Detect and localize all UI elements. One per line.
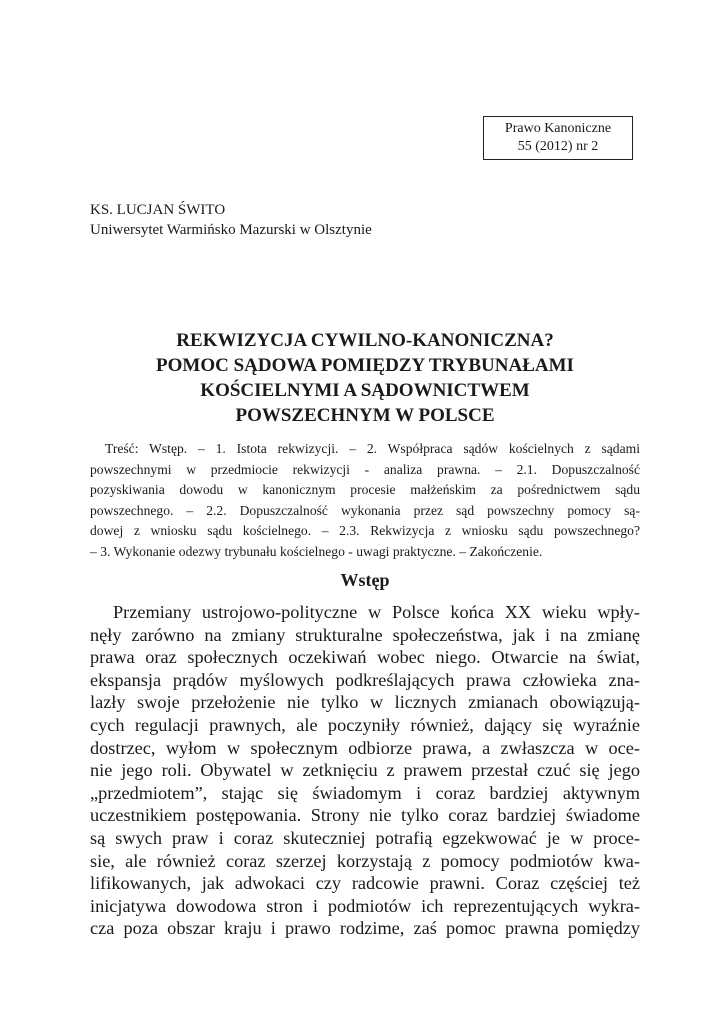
body-line: inicjatywa dowodowa stron i podmiotów ich reprezentujących wykra-	[90, 895, 640, 916]
author-affiliation: Uniwersytet Warmińsko Mazurski w Olsztynie	[90, 222, 372, 238]
contents-line: – 3. Wykonanie odezwy trybunału kościelnego - uwagi praktyczne. – Zakończenie.	[90, 543, 543, 559]
table-of-contents	[90, 439, 640, 563]
contents-line: dowej z wniosku sądu kościelnego. – 2.3. Rekwizycja z wniosku sądu powszechnego?	[90, 523, 640, 539]
contents-line: pozyskiwania dowodu w kanonicznym procesie małżeńskim za pośrednictwem sądu	[90, 482, 640, 498]
journal-name: Prawo Kanoniczne	[504, 121, 612, 136]
author-name: KS. LUCJAN ŚWITO	[90, 202, 226, 218]
body-line: dostrzec, wyłom w społecznym odbiorze prawa, a zwłaszcza w oce-	[90, 737, 640, 758]
journal-info-box	[483, 116, 633, 160]
body-line: prawa oraz społecznych oczekiwań wobec niego. Otwarcie na świat,	[90, 647, 640, 668]
body-line: cych regulacji prawnych, ale poczyniły również, dający się wyraźnie	[90, 714, 640, 735]
body-line: „przedmiotem”, stając się świadomym i coraz bardziej aktywnym	[90, 782, 640, 803]
body-line: są swych praw i coraz skuteczniej potrafią egzekwować je w proce-	[90, 827, 640, 848]
body-line: lifikowanych, jak adwokaci czy radcowie prawni. Coraz częściej też	[90, 873, 640, 894]
body-line: uczestnikiem postępowania. Strony nie tylko coraz bardziej świadome	[90, 805, 640, 826]
section-heading: Wstęp	[340, 570, 390, 590]
body-line: nie jego roli. Obywatel w zetknięciu z prawem przestał czuć się jego	[90, 760, 640, 781]
title-line: POWSZECHNYM W POLSCE	[235, 405, 495, 426]
title-line: REKWIZYCJA CYWILNO-KANONICZNA?	[176, 330, 554, 351]
body-line: Przemiany ustrojowo-polityczne w Polsce końca XX wieku wpły-	[113, 602, 640, 622]
body-line: sie, ale również coraz szerzej korzystają z pomocy podmiotów kwa-	[90, 850, 640, 871]
article-title	[90, 328, 640, 428]
body-line: lazły swoje przełożenie nie tylko w licznych zmianach obowiązują-	[90, 692, 640, 713]
body-paragraph	[90, 601, 640, 940]
journal-issue: 55 (2012) nr 2	[517, 139, 599, 154]
title-line: POMOC SĄDOWA POMIĘDZY TRYBUNAŁAMI	[156, 355, 574, 376]
contents-line: powszechnego. – 2.2. Dopuszczalność wykonania przez sąd powszechny pomocy są-	[90, 502, 640, 518]
body-line: cza poza obszar kraju i prawo rodzime, zaś pomoc prawna pomiędzy	[90, 918, 640, 939]
contents-line: Treść: Wstęp. – 1. Istota rekwizycji. – 2. Współpraca sądów kościelnych z sądami	[105, 441, 640, 456]
contents-line: powszechnymi w przedmiocie rekwizycji - analiza prawna. – 2.1. Dopuszczalność	[90, 461, 640, 477]
body-line: ekspansja prądów myślowych podkreślających prawa człowieka zna-	[90, 669, 640, 690]
title-line: KOŚCIELNYMI A SĄDOWNICTWEM	[200, 380, 530, 401]
author-block	[90, 200, 372, 240]
body-line: nęły zarówno na zmiany strukturalne społeczeństwa, jak i na zmianę	[90, 624, 640, 645]
